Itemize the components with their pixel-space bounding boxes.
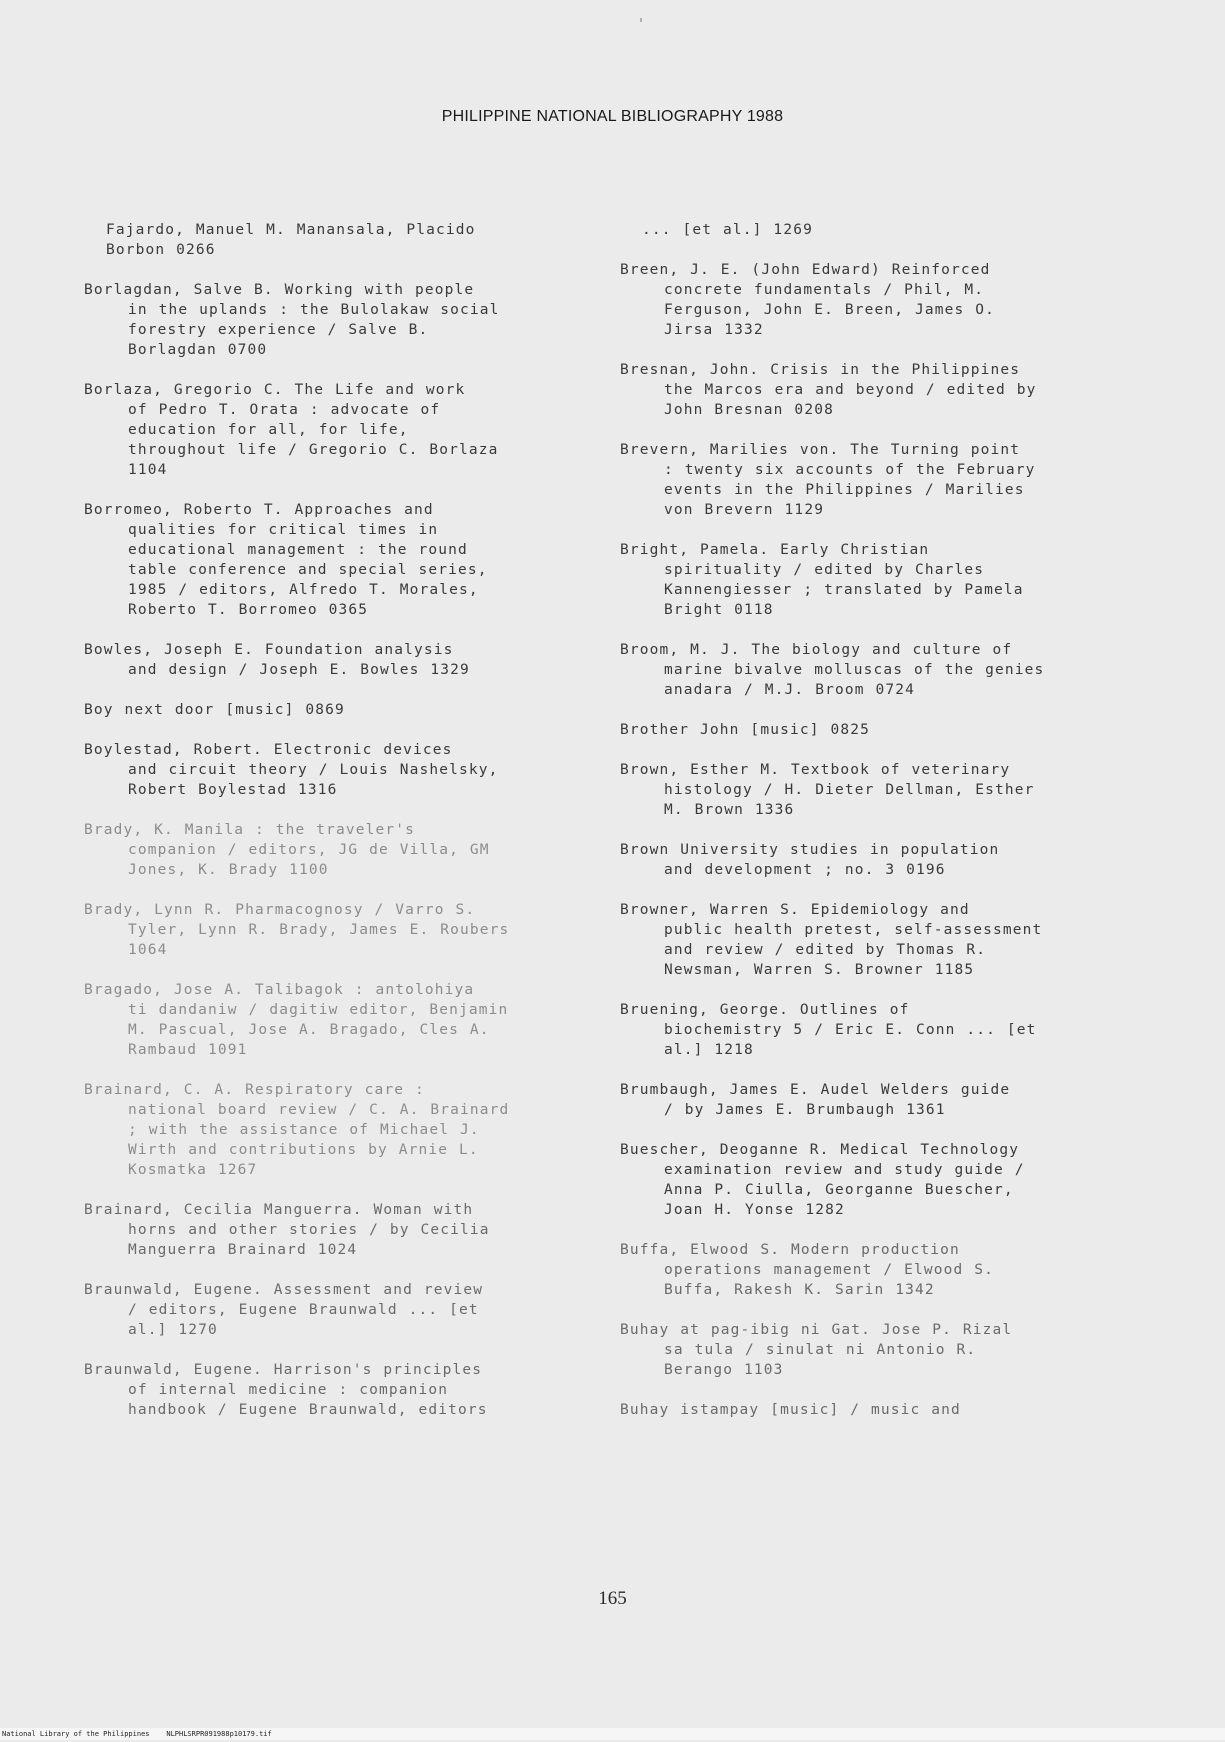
- entry-line: Joan H. Yonse 1282: [664, 1202, 845, 1218]
- entry-line: al.] 1218: [664, 1042, 754, 1058]
- entry-line: Bright, Pamela. Early Christian: [620, 542, 930, 558]
- entry-line: Buffa, Elwood S. Modern production: [620, 1242, 960, 1258]
- entry-line: public health pretest, self-assessment: [664, 922, 1043, 938]
- entry-line: concrete fundamentals / Phil, M.: [664, 282, 985, 298]
- entry-line: Borlagdan, Salve B. Working with people: [84, 282, 475, 298]
- bibliography-entry: [84, 640, 579, 680]
- entry-line: horns and other stories / by Cecilia: [128, 1222, 490, 1238]
- entry-line: histology / H. Dieter Dellman, Esther: [664, 782, 1035, 798]
- entry-line: ti dandaniw / dagitiw editor, Benjamin: [128, 1002, 509, 1018]
- entry-line: Brady, K. Manila : the traveler's: [84, 822, 416, 838]
- entry-line: Wirth and contributions by Arnie L.: [128, 1142, 479, 1158]
- entry-line: biochemistry 5 / Eric E. Conn ... [et: [664, 1022, 1037, 1038]
- entry-line: Borlagdan 0700: [128, 342, 268, 358]
- entry-line: / editors, Eugene Braunwald ... [et: [128, 1302, 479, 1318]
- bibliography-entry: [620, 360, 1140, 420]
- bibliography-entry: [620, 840, 1140, 880]
- entry-line: companion / editors, JG de Villa, GM: [128, 842, 490, 858]
- entry-line: the Marcos era and beyond / edited by: [664, 382, 1037, 398]
- entry-line: throughout life / Gregorio C. Borlaza: [128, 442, 499, 458]
- page-number: 165: [598, 1588, 627, 1609]
- entry-line: national board review / C. A. Brainard: [128, 1102, 510, 1118]
- entry-line: Buhay at pag-ibig ni Gat. Jose P. Rizal: [620, 1322, 1013, 1338]
- entry-line: : twenty six accounts of the February: [664, 462, 1036, 478]
- bibliography-entry: [620, 1320, 1140, 1380]
- entry-line: and development ; no. 3 0196: [664, 862, 946, 878]
- entry-line: anadara / M.J. Broom 0724: [664, 682, 915, 698]
- entry-line: Anna P. Ciulla, Georganne Buescher,: [664, 1182, 1014, 1198]
- entry-line: 1985 / editors, Alfredo T. Morales,: [128, 582, 479, 598]
- bibliography-entry: [84, 1360, 579, 1420]
- entry-line: handbook / Eugene Braunwald, editors: [128, 1402, 488, 1418]
- entry-line: and design / Joseph E. Bowles 1329: [128, 662, 470, 678]
- entry-line: Buffa, Rakesh K. Sarin 1342: [664, 1282, 935, 1298]
- entry-line: / by James E. Brumbaugh 1361: [664, 1102, 946, 1118]
- entry-line: events in the Philippines / Marilies: [664, 482, 1025, 498]
- entry-line: Berango 1103: [664, 1362, 784, 1378]
- entry-line: forestry experience / Salve B.: [128, 322, 429, 338]
- entry-line: education for all, for life,: [128, 422, 409, 438]
- bibliography-entry: [84, 380, 579, 480]
- entry-line: Newsman, Warren S. Browner 1185: [664, 962, 975, 978]
- entry-line: M. Brown 1336: [664, 802, 795, 818]
- bibliography-entry: [620, 900, 1140, 980]
- bibliography-entry: [84, 1200, 579, 1260]
- entry-line: Borromeo, Roberto T. Approaches and: [84, 502, 434, 518]
- entry-line: Brother John [music] 0825: [620, 722, 870, 738]
- entry-line: M. Pascual, Jose A. Bragado, Cles A.: [128, 1022, 490, 1038]
- entry-line: Fajardo, Manuel M. Manansala, Placido: [106, 222, 476, 238]
- entry-line: Ferguson, John E. Breen, James O.: [664, 302, 996, 318]
- entry-line: ; with the assistance of Michael J.: [128, 1122, 480, 1138]
- entry-line: Bragado, Jose A. Talibagok : antolohiya: [84, 982, 475, 998]
- entry-line: Broom, M. J. The biology and culture of: [620, 642, 1013, 658]
- entry-line: Brady, Lynn R. Pharmacognosy / Varro S.: [84, 902, 476, 918]
- bibliography-entry: [620, 760, 1140, 820]
- entry-line: Buhay istampay [music] / music and: [620, 1402, 961, 1418]
- bibliography-entry: [84, 740, 579, 800]
- entry-line: Brevern, Marilies von. The Turning point: [620, 442, 1021, 458]
- entry-line: Bruening, George. Outlines of: [620, 1002, 910, 1018]
- bibliography-entry: [620, 260, 1140, 340]
- entry-line: Kosmatka 1267: [128, 1162, 258, 1178]
- entry-line: Manguerra Brainard 1024: [128, 1242, 358, 1258]
- entry-line: Jirsa 1332: [664, 322, 764, 338]
- bibliography-entry: [84, 820, 579, 880]
- entry-line: Tyler, Lynn R. Brady, James E. Roubers: [128, 922, 510, 938]
- bibliography-entry: [620, 1080, 1140, 1120]
- entry-line: Brown University studies in population: [620, 842, 1000, 858]
- bibliography-entry: [84, 980, 579, 1060]
- entry-line: ... [et al.] 1269: [642, 222, 813, 238]
- entry-line: table conference and special series,: [128, 562, 488, 578]
- left-column: [84, 220, 579, 1440]
- entry-line: John Bresnan 0208: [664, 402, 834, 418]
- bibliography-entry: [84, 900, 579, 960]
- entry-line: of internal medicine : companion: [128, 1382, 449, 1398]
- entry-line: Bowles, Joseph E. Foundation analysis: [84, 642, 454, 658]
- bibliography-entry: [620, 540, 1140, 620]
- entry-line: Bresnan, John. Crisis in the Philippines: [620, 362, 1021, 378]
- entry-line: Brainard, C. A. Respiratory care :: [84, 1082, 425, 1098]
- bibliography-entry: [84, 280, 579, 360]
- entry-line: marine bivalve molluscas of the genies: [664, 662, 1045, 678]
- entry-line: Boy next door [music] 0869: [84, 702, 345, 718]
- entry-line: 1064: [128, 942, 168, 958]
- entry-line: 1104: [128, 462, 168, 478]
- entry-line: Browner, Warren S. Epidemiology and: [620, 902, 970, 918]
- scan-speck: [640, 18, 642, 22]
- bibliography-entry: [84, 700, 579, 720]
- entry-line: educational management : the round: [128, 542, 468, 558]
- scan-footer: National Library of the Philippines NLPHLSRPR091988p10179.tif: [0, 1728, 1225, 1740]
- entry-line: Brainard, Cecilia Manguerra. Woman with: [84, 1202, 474, 1218]
- bibliography-entry: [620, 720, 1140, 740]
- entry-line: Kannengiesser ; translated by Pamela: [664, 582, 1024, 598]
- entry-line: examination review and study guide /: [664, 1162, 1025, 1178]
- entry-line: Borlaza, Gregorio C. The Life and work: [84, 382, 466, 398]
- entry-line: and review / edited by Thomas R.: [664, 942, 987, 958]
- bibliography-entry: [620, 220, 1140, 240]
- entry-line: Rambaud 1091: [128, 1042, 248, 1058]
- entry-line: Robert Boylestad 1316: [128, 782, 338, 798]
- bibliography-entry: [620, 1400, 1140, 1420]
- bibliography-entry: [620, 1140, 1140, 1220]
- entry-line: operations management / Elwood S.: [664, 1262, 995, 1278]
- entry-line: and circuit theory / Louis Nashelsky,: [128, 762, 499, 778]
- bibliography-entry: [84, 220, 579, 260]
- entry-line: Roberto T. Borromeo 0365: [128, 602, 369, 618]
- entry-line: Bright 0118: [664, 602, 774, 618]
- entry-line: sa tula / sinulat ni Antonio R.: [664, 1342, 977, 1358]
- entry-line: in the uplands : the Bulolakaw social: [128, 302, 500, 318]
- bibliography-entry: [620, 640, 1140, 700]
- entry-line: Breen, J. E. (John Edward) Reinforced: [620, 262, 991, 278]
- entry-line: Boylestad, Robert. Electronic devices: [84, 742, 453, 758]
- entry-line: qualities for critical times in: [128, 522, 439, 538]
- entry-line: of Pedro T. Orata : advocate of: [128, 402, 441, 418]
- entry-line: von Brevern 1129: [664, 502, 825, 518]
- bibliography-entry: [84, 1280, 579, 1340]
- entry-line: al.] 1270: [128, 1322, 218, 1338]
- entry-line: Borbon 0266: [106, 242, 216, 258]
- bibliography-entry: [84, 1080, 579, 1180]
- entry-line: Brown, Esther M. Textbook of veterinary: [620, 762, 1011, 778]
- bibliography-entry: [620, 440, 1140, 520]
- page-title: PHILIPPINE NATIONAL BIBLIOGRAPHY 1988: [441, 108, 784, 125]
- right-column: [620, 220, 1140, 1440]
- bibliography-entry: [620, 1000, 1140, 1060]
- entry-line: Brumbaugh, James E. Audel Welders guide: [620, 1082, 1011, 1098]
- bibliography-entry: [84, 500, 579, 620]
- entry-line: Buescher, Deoganne R. Medical Technology: [620, 1142, 1020, 1158]
- entry-line: Braunwald, Eugene. Harrison's principles: [84, 1362, 483, 1378]
- entry-line: Jones, K. Brady 1100: [128, 862, 329, 878]
- bibliography-entry: [620, 1240, 1140, 1300]
- entry-line: Braunwald, Eugene. Assessment and review: [84, 1282, 484, 1298]
- entry-line: spirituality / edited by Charles: [664, 562, 985, 578]
